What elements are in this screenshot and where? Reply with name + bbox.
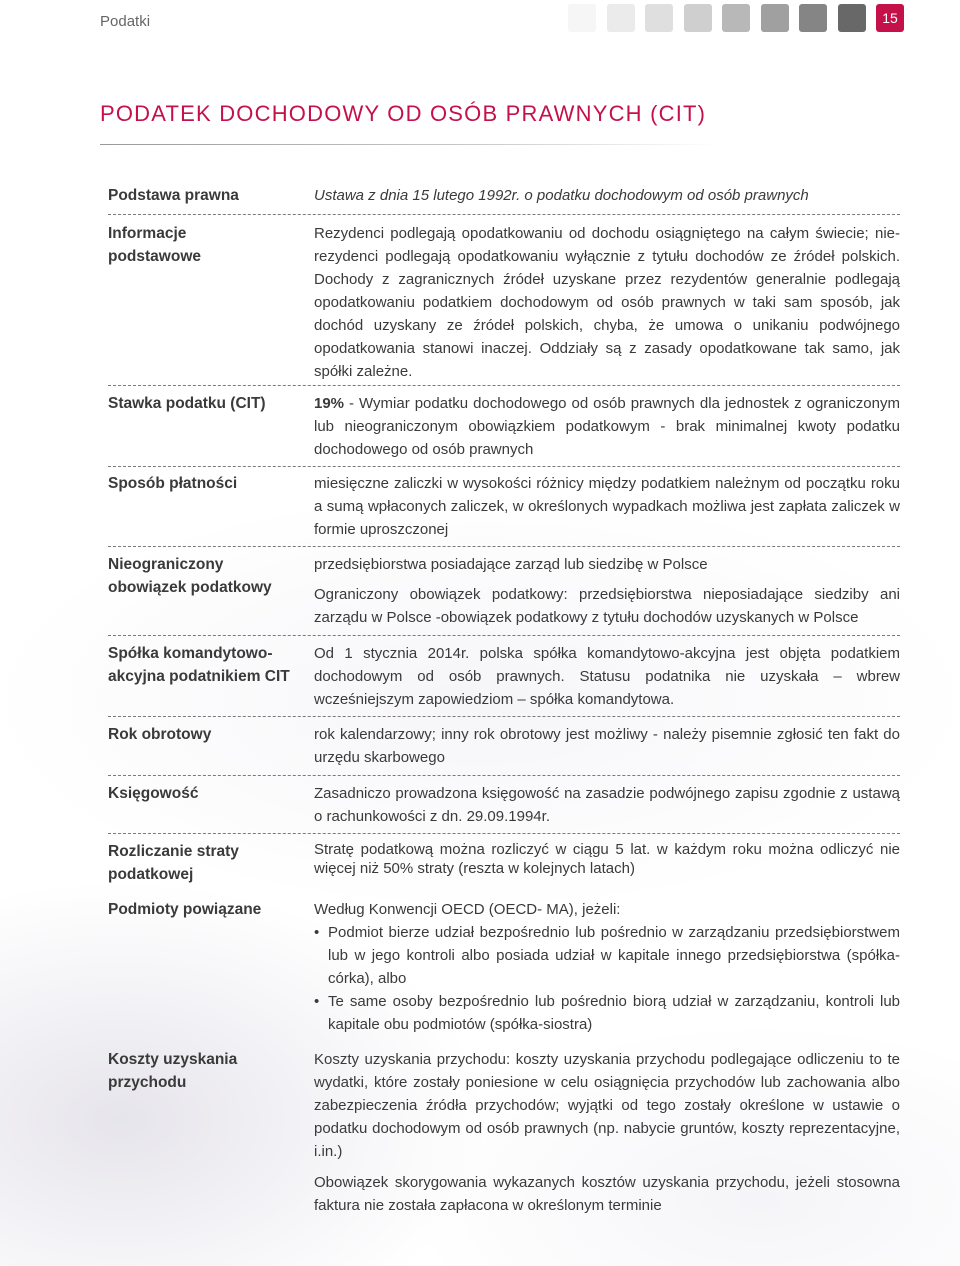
section-title: Podatki [100, 13, 151, 30]
row-value: Ustawa z dnia 15 lutego 1992r. o podatku dochodowym od osób prawnych [314, 187, 809, 204]
color-swatch [722, 4, 750, 32]
row-paragraph: Według Konwencji OECD (OECD- MA), jeżeli: [314, 901, 621, 918]
row-value [314, 392, 900, 461]
table-row [108, 467, 900, 547]
row-label: Podmioty powiązane [108, 901, 262, 918]
tax-rate-description: - Wymiar podatku dochodowego od osób prawnych dla jednostek z ograniczonym lub nieograniczonym obowiązkiem podatkowym - brak minimalnej kwoty podatku dochodowego od osób prawnych [314, 395, 900, 458]
row-value: rok kalendarzowy; inny rok obrotowy jest możliwy - należy pisemnie zgłosić ten fakt do urzędu skarbowego [314, 726, 900, 766]
table-row [108, 717, 900, 776]
row-label: Stawka podatku (CIT) [108, 395, 266, 412]
row-value: Rezydenci podlegają opodatkowaniu od dochodu osiągniętego na całym świecie; nie-rezydenci podlegają opodatkowaniu wyłącznie z tytułu dochodów ze źródeł polskich. Dochody z zagranicznych źródeł uzyskane przez rezydentów generalnie podlegają opodatkowaniu podatkiem dochodowym od osób prawnych w taki sam sposób, jak dochód uzyskany ze źródeł polskich, chyba, że umowa o unikaniu podwójnego opodatkowania stanowi inaczej. Oddziały są z zasady opodatkowane tak samo, jak spółki zależne. [314, 225, 900, 380]
row-value: Zasadniczo prowadzona księgowość na zasadzie podwójnego zapisu zgodnie z ustawą o rachunkowości z dn. 29.09.1994r. [314, 785, 900, 825]
row-label: Księgowość [108, 785, 199, 802]
color-swatch [568, 4, 596, 32]
page-number: 15 [876, 4, 904, 32]
row-label: Rok obrotowy [108, 726, 212, 743]
row-value [314, 1048, 900, 1217]
row-value [314, 898, 900, 1036]
list-item: • Podmiot bierze udział bezpośrednio lub pośrednio w zarządzaniu przedsiębiorstwem lub w jego kontroli albo posiada udział w kapitale innego przedsiębiorstwa (spółka-córka), albo [314, 921, 900, 990]
row-label: Informacje podstawowe [108, 225, 202, 265]
row-label: Spółka komandytowo-akcyjna podatnikiem CIT [108, 645, 290, 685]
table-row [108, 181, 900, 215]
title-divider [100, 144, 720, 145]
row-label: Rozliczanie straty podatkowej [108, 843, 239, 883]
color-swatch [761, 4, 789, 32]
row-paragraph: Obowiązek skorygowania wykazanych kosztów uzyskania przychodu, jeżeli stosowna faktura nie została zapłacona w określonym terminie [314, 1174, 900, 1214]
page-title: PODATEK DOCHODOWY OD OSÓB PRAWNYCH (CIT) [100, 101, 707, 126]
row-label: Koszty uzyskania przychodu [108, 1051, 238, 1091]
table-row [108, 776, 900, 834]
row-value: miesięczne zaliczki w wysokości różnicy między podatkiem należnym od początku roku a sumą wpłaconych zaliczek, w określonych wypadkach możliwa jest zapłata zaliczek w formie uproszczonej [314, 475, 900, 538]
color-swatch [645, 4, 673, 32]
row-label: Nieograniczony obowiązek podatkowy [108, 556, 272, 596]
table-row [108, 834, 900, 892]
row-paragraph: przedsiębiorstwa posiadające zarząd lub siedzibę w Polsce [314, 556, 708, 573]
table-row [108, 892, 900, 1042]
row-label: Podstawa prawna [108, 187, 239, 204]
bullet-icon: • [314, 993, 320, 1010]
row-value: Stratę podatkową można rozliczyć w ciągu 5 lat. w każdym roku można odliczyć nie więcej niż 50% straty (reszta w kolejnych latach) [314, 841, 900, 877]
table-row [108, 215, 900, 386]
tax-rate: 19% [314, 395, 345, 412]
row-paragraph: Koszty uzyskania przychodu: koszty uzyskania przychodu podlegające odliczeniu to te wydatki, które zostały poniesione w celu osiągnięcia przychodów lub zachowania albo zabezpieczenia źródła przychodów; wyjątki od tego zostały określone w ustawie o podatku dochodowym od osób prawnych (np. nabycie gruntów, koszty reprezentacyjne, i.in.) [314, 1051, 900, 1160]
table-row [108, 636, 900, 717]
list-item: • Te same osoby bezpośrednio lub pośrednio biorą udział w zarządzaniu, kontroli lub kapitale obu podmiotów (spółka-siostra) [314, 990, 900, 1036]
color-swatch [607, 4, 635, 32]
color-swatch [799, 4, 827, 32]
row-paragraph: Ograniczony obowiązek podatkowy: przedsiębiorstwa nieposiadające siedziby ani zarządu w Polsce -obowiązek podatkowy z tytułu dochodów uzyskanych w Polsce [314, 586, 900, 626]
table-row [108, 1042, 900, 1223]
info-table [108, 181, 900, 1223]
table-row [108, 547, 900, 636]
bullet-list [314, 921, 900, 1036]
color-swatch [838, 4, 866, 32]
color-swatch [684, 4, 712, 32]
row-value: Od 1 stycznia 2014r. polska spółka komandytowo-akcyjna jest objęta podatkiem dochodowym od osób prawnych. Statusu podatnika nie uzyskała – wbrew wcześniejszym zapowiedziom – spółka komandytowa. [314, 645, 900, 708]
row-label: Sposób płatności [108, 475, 238, 492]
page-header [0, 0, 960, 40]
bullet-icon: • [314, 924, 320, 941]
row-value [314, 553, 900, 629]
table-row [108, 386, 900, 467]
